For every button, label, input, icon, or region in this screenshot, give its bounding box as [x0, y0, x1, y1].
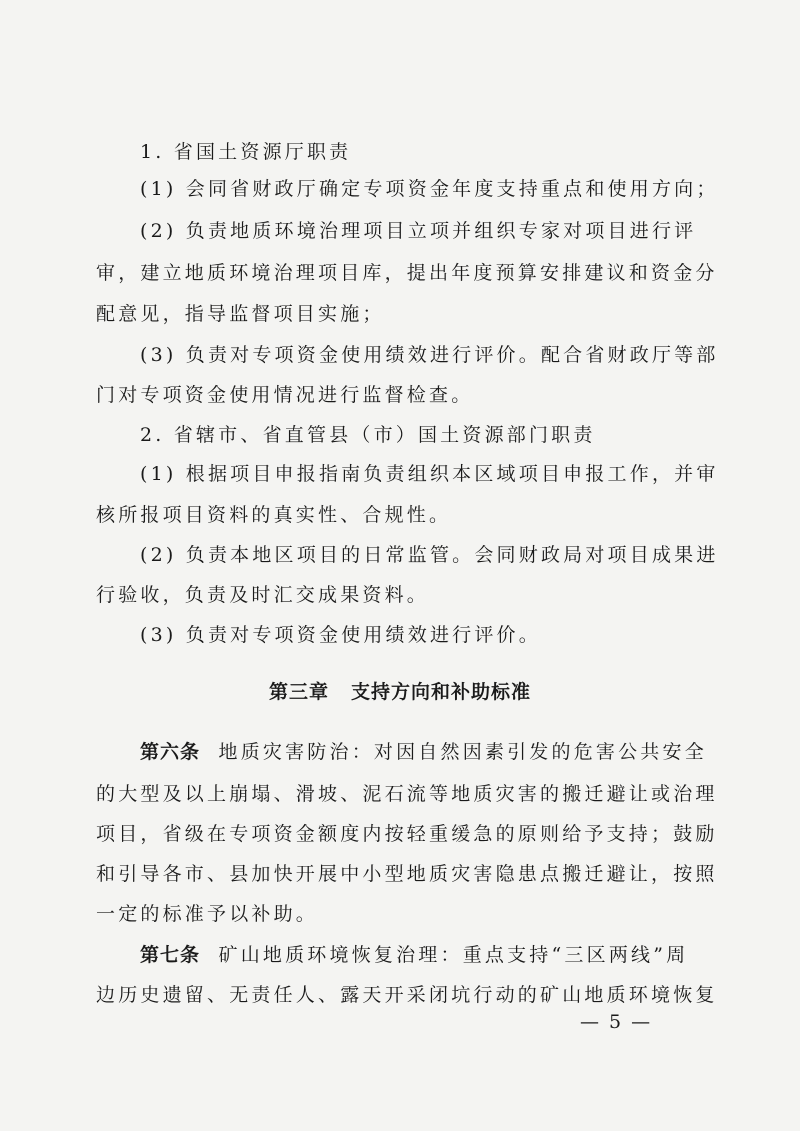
- paragraph-line: 审，建立地质环境治理项目库，提出年度预算安排建议和资金分: [96, 262, 718, 284]
- paragraph-line: 的大型及以上崩塌、滑坡、泥石流等地质灾害的搬迁避让或治理: [96, 783, 718, 805]
- paragraph-line: 门对专项资金使用情况进行监督检查。: [96, 384, 474, 406]
- paragraph-line: 和引导各市、县加快开展中小型地质灾害隐患点搬迁避让，按照: [96, 863, 718, 885]
- paragraph-line: (2) 负责地质环境治理项目立项并组织专家对项目进行评: [140, 220, 697, 242]
- paragraph-line: (2) 负责本地区项目的日常监管。会同财政局对项目成果进: [140, 544, 719, 566]
- article-7-label: 第七条: [140, 944, 201, 966]
- article-7-text: 矿山地质环境恢复治理：重点支持“三区两线”周: [218, 944, 689, 966]
- paragraph-line: 项目，省级在专项资金额度内按轻重缓急的原则给予支持；鼓励: [96, 823, 718, 845]
- section-heading-2: 2. 省辖市、省直管县（市）国土资源部门职责: [140, 424, 596, 446]
- article-6-text: 地质灾害防治：对因自然因素引发的危害公共安全: [218, 741, 707, 763]
- paragraph-line: 一定的标准予以补助。: [96, 903, 319, 925]
- paragraph-line: 核所报项目资料的真实性、合规性。: [96, 504, 452, 526]
- chapter-heading: [0, 680, 800, 704]
- article-6-label: 第六条: [140, 741, 201, 763]
- paragraph-line: 配意见，指导监督项目实施；: [96, 303, 385, 325]
- page-number: — 5 —: [580, 1011, 653, 1033]
- paragraph-line: 边历史遗留、无责任人、露天开采闭坑行动的矿山地质环境恢复: [96, 984, 718, 1006]
- paragraph-line: (3) 负责对专项资金使用绩效进行评价。配合省财政厅等部: [140, 344, 719, 366]
- paragraph-line: 行验收，负责及时汇交成果资料。: [96, 584, 430, 606]
- article-6-first-line: [140, 740, 707, 764]
- chapter-number: 第三章: [268, 681, 329, 703]
- paragraph-line: (3) 负责对专项资金使用绩效进行评价。: [140, 624, 541, 646]
- paragraph-line: (1) 根据项目申报指南负责组织本区域项目申报工作，并审: [140, 463, 719, 485]
- chapter-title: 支持方向和补助标准: [351, 681, 532, 703]
- article-7-first-line: [140, 943, 688, 967]
- section-heading-1: 1. 省国土资源厅职责: [140, 141, 352, 163]
- paragraph-line: (1) 会同省财政厅确定专项资金年度支持重点和使用方向；: [140, 178, 719, 200]
